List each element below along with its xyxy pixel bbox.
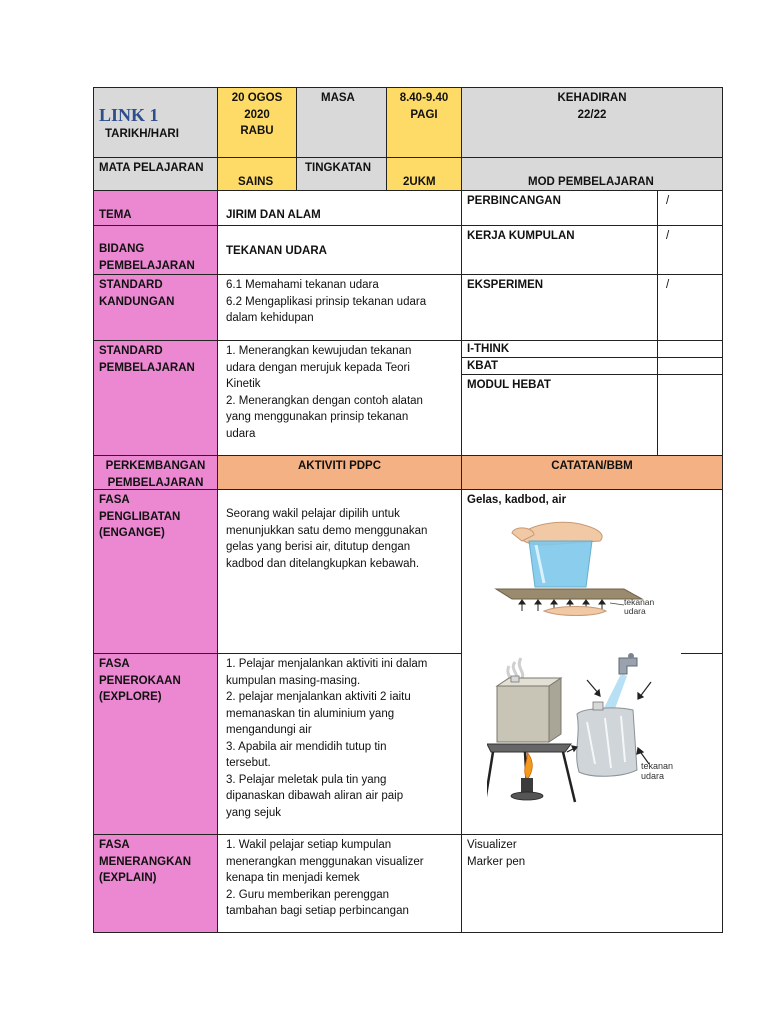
activity-line: tersebut. <box>226 757 271 769</box>
activity-line: 1. Wakil pelajar setiap kumpulan <box>226 839 392 851</box>
mode-mark: / <box>666 195 670 207</box>
mode-kbat <box>461 357 658 375</box>
mode-kerja-kumpulan-mark <box>657 225 723 275</box>
phase-explain-notes <box>461 834 723 933</box>
mode-mark: / <box>666 279 670 291</box>
phase-label-line: FASA <box>99 494 130 506</box>
can-heating-illustration <box>487 652 697 812</box>
activity-line: gelas yang berisi air, ditutup dengan <box>226 541 411 553</box>
sp-label-cell <box>93 340 218 456</box>
phase-label-line: MENERANGKAN <box>99 855 191 868</box>
masa-label: MASA <box>321 92 355 104</box>
activity-line: Seorang wakil pelajar dipilih untuk <box>226 508 400 520</box>
phase-explore-label <box>93 653 218 835</box>
mode-ithink <box>461 340 658 358</box>
sk-value-line: dalam kehidupan <box>226 312 314 324</box>
sp-value-cell <box>217 340 462 456</box>
phase-label-line: PENGLIBATAN <box>99 510 181 523</box>
notes-line: Gelas, kadbod, air <box>467 494 567 506</box>
date-line: RABU <box>240 125 274 137</box>
activity-line: kumpulan masing-masing. <box>226 674 361 687</box>
title-cell <box>93 87 218 158</box>
tingkatan-label: TINGKATAN <box>305 162 372 174</box>
tema-value-cell <box>217 190 462 226</box>
mode-label: MODUL HEBAT <box>467 379 551 391</box>
perkembangan-line: PEMBELAJARAN <box>107 476 204 489</box>
sk-value-line: 6.1 Memahami tekanan udara <box>226 279 379 291</box>
activity-line: 3. Pelajar meletak pula tin yang <box>226 773 387 786</box>
date-line: 2020 <box>244 108 270 121</box>
phase-label-line: (EXPLAIN) <box>99 872 157 884</box>
perkembangan-line: PERKEMBANGAN <box>105 460 206 472</box>
mode-label: EKSPERIMEN <box>467 279 544 291</box>
figure-label-line: tekanan <box>624 597 655 607</box>
engage-figure-label <box>624 598 654 616</box>
activity-line: kenapa tin menjadi kemek <box>226 872 360 884</box>
mode-label: KERJA KUMPULAN <box>467 230 575 242</box>
notes-line: Visualizer <box>467 839 517 851</box>
kehadiran-label: KEHADIRAN <box>557 92 627 104</box>
mode-ithink-mark <box>657 340 723 358</box>
mode-label: KBAT <box>467 360 499 372</box>
phase-label-line: (EXPLORE) <box>99 691 162 703</box>
mode-mark: / <box>666 230 670 242</box>
sp-value-line: udara <box>226 427 256 440</box>
class-value: 2UKM <box>403 176 436 188</box>
phase-label-line: FASA <box>99 658 130 670</box>
aktiviti-header <box>217 455 462 490</box>
subject-cell <box>217 157 297 191</box>
date-cell <box>217 87 297 158</box>
sp-value-line: udara dengan merujuk kepada Teori <box>226 361 410 374</box>
mode-eksperimen-mark <box>657 274 723 341</box>
tema-label-cell <box>93 190 218 226</box>
activity-line: memanaskan tin aluminium yang <box>226 707 395 720</box>
mode-label: PERBINCANGAN <box>467 195 561 207</box>
mode-label: I-THINK <box>467 343 510 355</box>
sp-value-line: 2. Menerangkan dengan contoh alatan <box>226 394 423 407</box>
bidang-label-cell <box>93 225 218 275</box>
masa-label-cell <box>296 87 387 158</box>
explore-figure-label <box>641 761 673 781</box>
page-title: LINK 1 <box>99 105 159 125</box>
activity-line: yang sejuk <box>226 806 281 819</box>
phase-engage-label <box>93 489 218 654</box>
activity-line: 2. pelajar menjalankan aktiviti 2 iaitu <box>226 691 411 703</box>
phase-label-line: FASA <box>99 839 130 851</box>
perkembangan-header <box>93 455 218 490</box>
activity-line: kadbod dan ditelangkupkan kebawah. <box>226 557 420 570</box>
sp-label-line: STANDARD <box>99 345 163 357</box>
mode-kerja-kumpulan <box>461 225 658 275</box>
activity-line: dipanaskan dibawah aliran air paip <box>226 790 404 802</box>
bidang-label-line: BIDANG <box>99 243 145 255</box>
aktiviti-label: AKTIVITI PDPC <box>297 460 382 472</box>
mod-label-cell <box>461 157 723 191</box>
mode-modul-hebat <box>461 374 658 456</box>
date-line: 20 OGOS <box>231 92 283 104</box>
figure-label-line: tekanan <box>641 761 674 771</box>
activity-line: 3. Apabila air mendidih tutup tin <box>226 740 387 753</box>
activity-line: menerangkan menggunakan visualizer <box>226 855 424 868</box>
mod-label: MOD PEMBELAJARAN <box>528 176 654 188</box>
catatan-header <box>461 455 723 490</box>
sk-value-cell <box>217 274 462 341</box>
mode-kbat-mark <box>657 357 723 375</box>
mata-label: MATA PELAJARAN <box>99 162 204 174</box>
activity-line: 2. Guru memberikan perenggan <box>226 888 390 901</box>
mode-eksperimen <box>461 274 658 341</box>
activity-line: mengandungi air <box>226 724 312 736</box>
bidang-value-cell <box>217 225 462 275</box>
sk-value-line: 6.2 Mengaplikasi prinsip tekanan udara <box>226 295 427 308</box>
time-line: 8.40-9.40 <box>399 92 449 104</box>
activity-line: menunjukkan satu demo menggunakan <box>226 524 428 537</box>
mode-perbincangan-mark <box>657 190 723 226</box>
kehadiran-cell <box>461 87 723 158</box>
sp-value-line: Kinetik <box>226 378 261 390</box>
sp-value-line: yang menggunakan prinsip tekanan <box>226 411 409 423</box>
sk-label-line: KANDUNGAN <box>99 295 175 308</box>
subject-value: SAINS <box>238 176 274 188</box>
phase-explain-activity <box>217 834 462 933</box>
phase-label-line: PENEROKAAN <box>99 674 181 687</box>
phase-engage-activity <box>217 489 462 654</box>
figure-label-line: udara <box>641 771 665 781</box>
tingkatan-label-cell <box>296 157 387 191</box>
phase-explain-label <box>93 834 218 933</box>
catatan-label: CATATAN/BBM <box>551 460 633 472</box>
bidang-value: TEKANAN UDARA <box>226 245 327 257</box>
phase-label-line: (ENGANGE) <box>99 527 165 539</box>
sk-label-line: STANDARD <box>99 279 163 291</box>
figure-label-line: udara <box>624 606 646 616</box>
class-cell <box>386 157 462 191</box>
sk-label-cell <box>93 274 218 341</box>
kehadiran-value: 22/22 <box>577 108 607 121</box>
sp-value-line: 1. Menerangkan kewujudan tekanan <box>226 345 412 357</box>
notes-line: Marker pen <box>467 855 526 868</box>
activity-line: 1. Pelajar menjalankan aktiviti ini dalam <box>226 658 428 670</box>
tema-label: TEMA <box>99 209 132 221</box>
mata-label-cell <box>93 157 218 191</box>
time-line: PAGI <box>410 108 438 121</box>
phase-explore-activity <box>217 653 462 835</box>
activity-line: tambahan bagi setiap perbincangan <box>226 905 409 917</box>
tema-value: JIRIM DAN ALAM <box>226 209 321 221</box>
time-cell <box>386 87 462 158</box>
mode-perbincangan <box>461 190 658 226</box>
tarikh-label: TARIKH/HARI <box>105 127 179 140</box>
sp-label-line: PEMBELAJARAN <box>99 361 195 374</box>
mode-modul-hebat-mark <box>657 374 723 456</box>
bidang-label-line: PEMBELAJARAN <box>99 259 195 272</box>
